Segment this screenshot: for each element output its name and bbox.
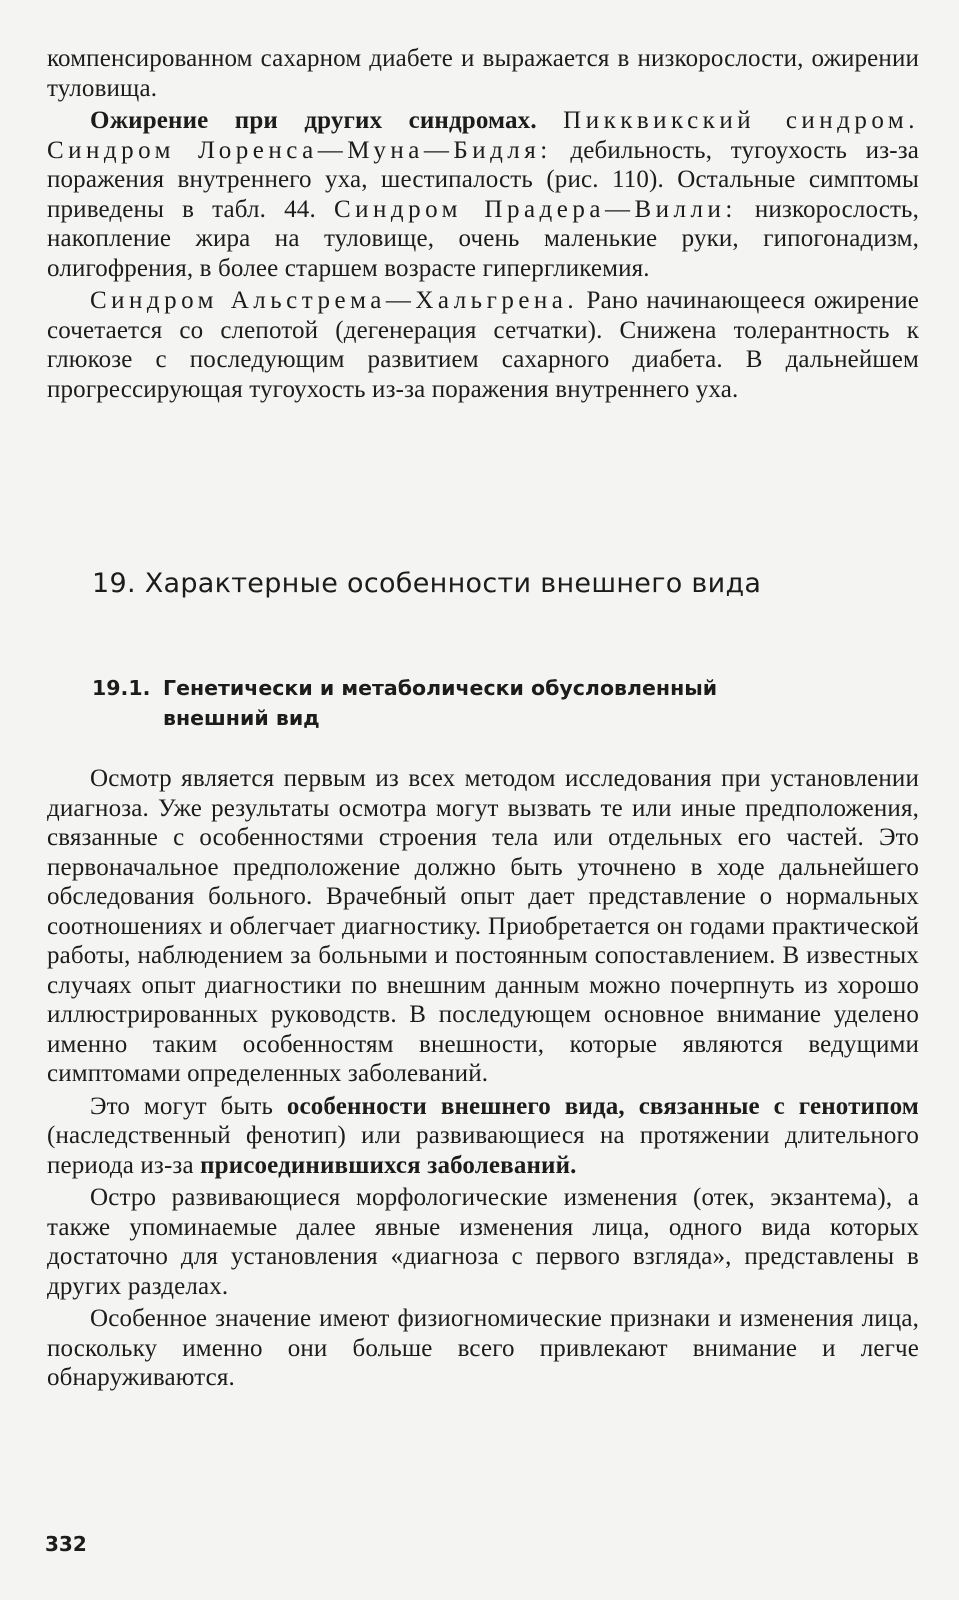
section-number: 19.1. [92, 676, 151, 700]
spaced-term-prader-willi: Синдром Прадера—Вилли: [333, 195, 737, 223]
spaced-term-alstrom-hallgren: Синдром Альстрема—Хальгрена. [90, 287, 579, 314]
text-run: дебильность, тугоухость из-за поражения внутреннего уха, шестипалость (рис. 110). Остальные симптомы приведены в табл. 44. [47, 136, 919, 223]
bold-run-title: Ожирение при других синдромах. [90, 107, 537, 134]
page-number: 332 [45, 1532, 87, 1556]
section-title-line-1: Генетически и метаболически обусловленный [163, 676, 718, 700]
paragraph-examination: Осмотр является первым из всех методом исследования при установлении диагноза. Уже результаты осмотра могут вызвать те или иные предположения, связанные с особенностями строения тела или отдельных его частей. Это первоначальное предположение должно быть уточнено в ходе дальнейшего обследования больного. Врачебный опыт дает представление о нормальных соотношениях и облегчает диагностику. Приобретается он годами практической работы, наблюдением за больными и постоянным сопоставлением. В известных случаях опыт диагностики по внешним данным можно почерпнуть из хорошо иллюстрированных руководств. В последующем основное внимание уделено именно таким особенностям внешности, которые являются ведущими симптомами определенных заболеваний. [47, 765, 919, 1087]
text-run: (наследственный фенотип) или развивающиеся на протяжении длительного периода из-за [47, 1122, 919, 1179]
section-heading [92, 673, 717, 733]
text-run: Это могут быть [90, 1092, 273, 1120]
text-run: Рано начинающееся ожирение сочетается со слепотой (дегенерация сетчатки). Снижена толерантность к глюкозе с последующим развитием сахарного диабета. В дальнейшем прогрессирующая тугоухость из-за поражения внутреннего уха. [47, 287, 920, 403]
paragraph-acute-changes: Остро развивающиеся морфологические изменения (отек, экзантема), а также упоминаемые далее явные изменения лица, одного вида которых достаточно для установления «диагноза с первого взгляда», представлены в других разделах. [47, 1184, 919, 1300]
top-text-block [47, 44, 919, 407]
section-title-line-2: внешний вид [163, 706, 320, 730]
paragraph-genotype [47, 1092, 919, 1181]
paragraph-continuation: компенсированном сахарном диабете и выражается в низкорослости, ожирении туловища. [47, 45, 919, 102]
spaced-term-lawrence-moon-biedl: Синдром Лоренса—Муна—Бидля: [47, 136, 552, 164]
paragraph-alstrom [47, 286, 919, 404]
body-text-block [47, 764, 919, 1396]
paragraph-other-syndromes [47, 106, 919, 283]
spaced-term-pickwick: Пикквикский синдром. [563, 107, 919, 134]
bold-run-diseases: присоединившихся заболеваний. [200, 1151, 577, 1179]
paragraph-physiognomy: Особенное значение имеют физиогномические признаки и изменения лица, поскольку именно они больше всего привлекают внимание и легче обнаруживаются. [47, 1305, 919, 1391]
bold-run-genotype: особенности внешнего вида, связанные с генотипом [286, 1092, 919, 1120]
chapter-heading: 19. Характерные особенности внешнего вида [92, 568, 762, 599]
text-run: низкорослость, накопление жира на туловище, очень маленькие руки, гипогонадизм, олигофрения, в более старшем возрасте гипергликемия. [47, 195, 919, 282]
